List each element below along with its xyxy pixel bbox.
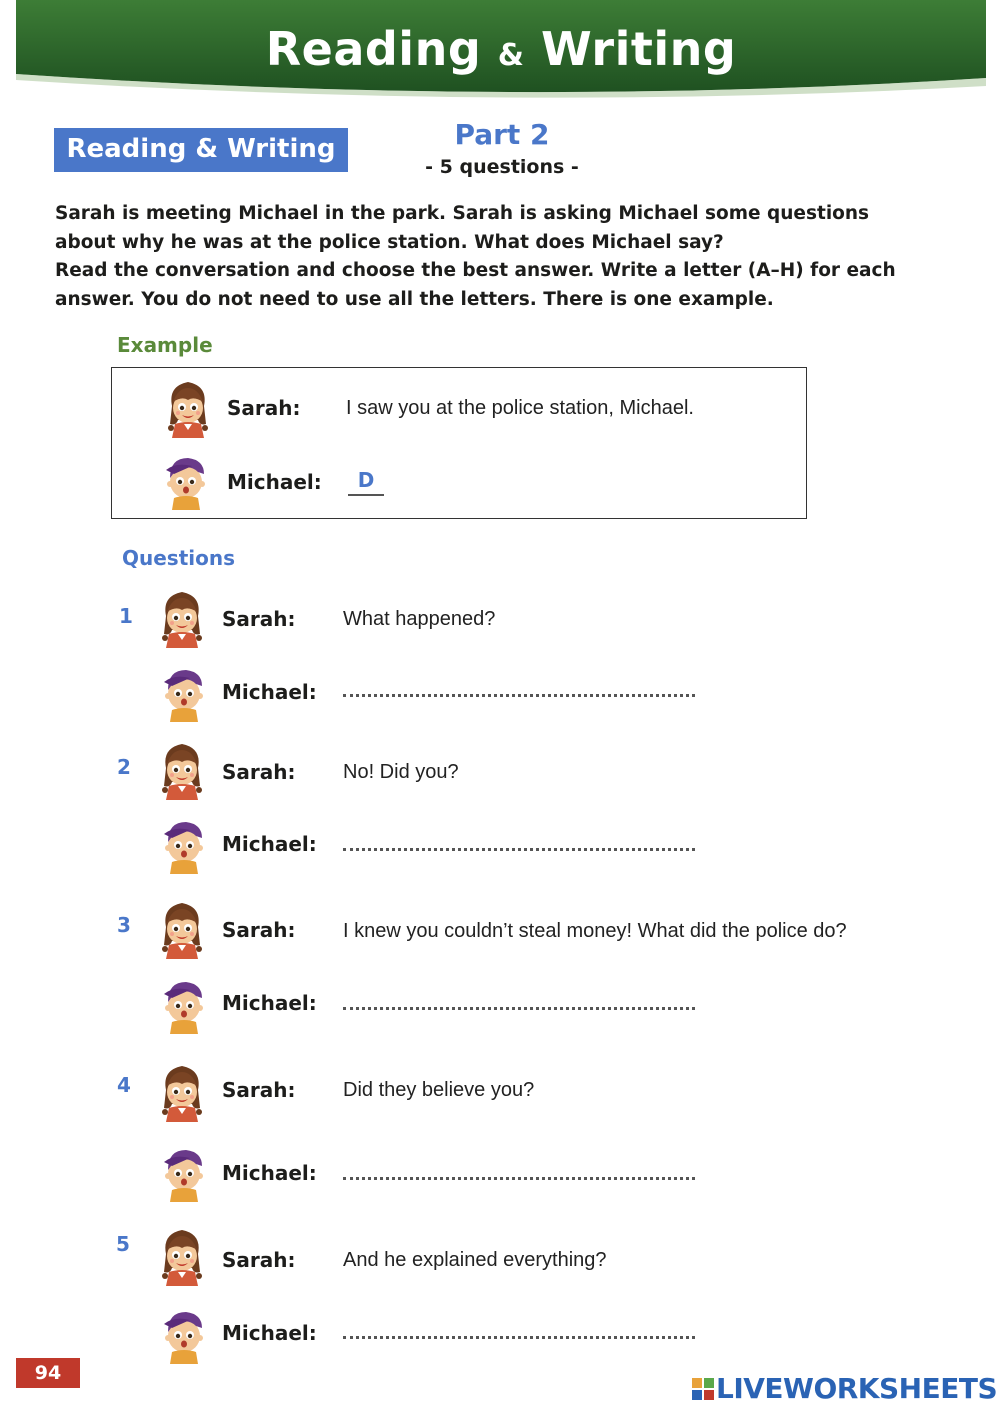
michael-label: Michael:	[222, 680, 317, 704]
questions-heading: Questions	[122, 546, 236, 570]
sarah-label: Sarah:	[222, 1248, 296, 1272]
instruction-paragraph: Read the conversation and choose the best answer. Write a letter (A–H) for each answer. You do not need to use all the letters. There is one example.	[55, 260, 896, 310]
answer-blank[interactable]	[343, 1336, 695, 1339]
liveworksheets-logo-icon	[692, 1378, 714, 1400]
part-subtitle: - 5 questions -	[425, 156, 579, 178]
boy-avatar-icon	[160, 972, 208, 1038]
brand-name: LIVEWORKSHEETS	[716, 1372, 998, 1405]
answer-blank[interactable]	[343, 848, 695, 851]
page-banner	[16, 0, 986, 108]
example-sarah-line: I saw you at the police station, Michael.	[346, 397, 694, 419]
banner-title-amp: &	[497, 38, 525, 73]
question-number: 4	[117, 1073, 131, 1097]
sarah-label: Sarah:	[222, 760, 296, 784]
answer-blank[interactable]	[343, 1007, 695, 1010]
sarah-question-line: I knew you couldn’t steal money! What did the police do?	[343, 920, 847, 942]
michael-label: Michael:	[222, 991, 317, 1015]
michael-label: Michael:	[222, 1161, 317, 1185]
instructions	[55, 200, 915, 314]
sarah-question-line: No! Did you?	[343, 761, 459, 783]
sarah-label: Sarah:	[222, 1078, 296, 1102]
girl-avatar-icon	[158, 738, 206, 804]
girl-avatar-icon	[158, 1060, 206, 1126]
section-label: Reading & Writing	[54, 128, 348, 172]
boy-avatar-icon	[160, 1302, 208, 1368]
part-title: Part 2	[454, 118, 550, 151]
sarah-question-line: What happened?	[343, 608, 496, 630]
sarah-question-line: Did they believe you?	[343, 1079, 535, 1101]
page-number: 94	[16, 1358, 80, 1388]
example-heading: Example	[117, 333, 213, 357]
michael-label: Michael:	[222, 1321, 317, 1345]
answer-blank[interactable]	[343, 1177, 695, 1180]
sarah-question-line: And he explained everything?	[343, 1249, 607, 1271]
example-answer: D	[348, 468, 384, 496]
banner-title-right: Writing	[540, 22, 737, 76]
sarah-label: Sarah:	[222, 918, 296, 942]
boy-avatar-icon	[160, 1140, 208, 1206]
girl-avatar-icon	[164, 376, 212, 442]
girl-avatar-icon	[158, 897, 206, 963]
answer-blank[interactable]	[343, 694, 695, 697]
liveworksheets-brand[interactable]	[692, 1372, 998, 1406]
question-number: 3	[117, 913, 131, 937]
girl-avatar-icon	[158, 586, 206, 652]
sarah-label: Sarah:	[222, 607, 296, 631]
boy-avatar-icon	[160, 660, 208, 726]
question-number: 5	[116, 1232, 130, 1256]
banner-title-left: Reading	[265, 22, 482, 76]
instruction-paragraph: Sarah is meeting Michael in the park. Sarah is asking Michael some questions about why he was at the police station. What does Michael say?	[55, 203, 870, 253]
question-number: 1	[119, 604, 133, 628]
michael-label: Michael:	[222, 832, 317, 856]
question-number: 2	[117, 755, 131, 779]
michael-label: Michael:	[227, 470, 322, 494]
sarah-label: Sarah:	[227, 396, 301, 420]
example-box	[111, 367, 807, 519]
banner-title	[16, 22, 986, 76]
boy-avatar-icon	[162, 448, 210, 514]
girl-avatar-icon	[158, 1224, 206, 1290]
boy-avatar-icon	[160, 812, 208, 878]
